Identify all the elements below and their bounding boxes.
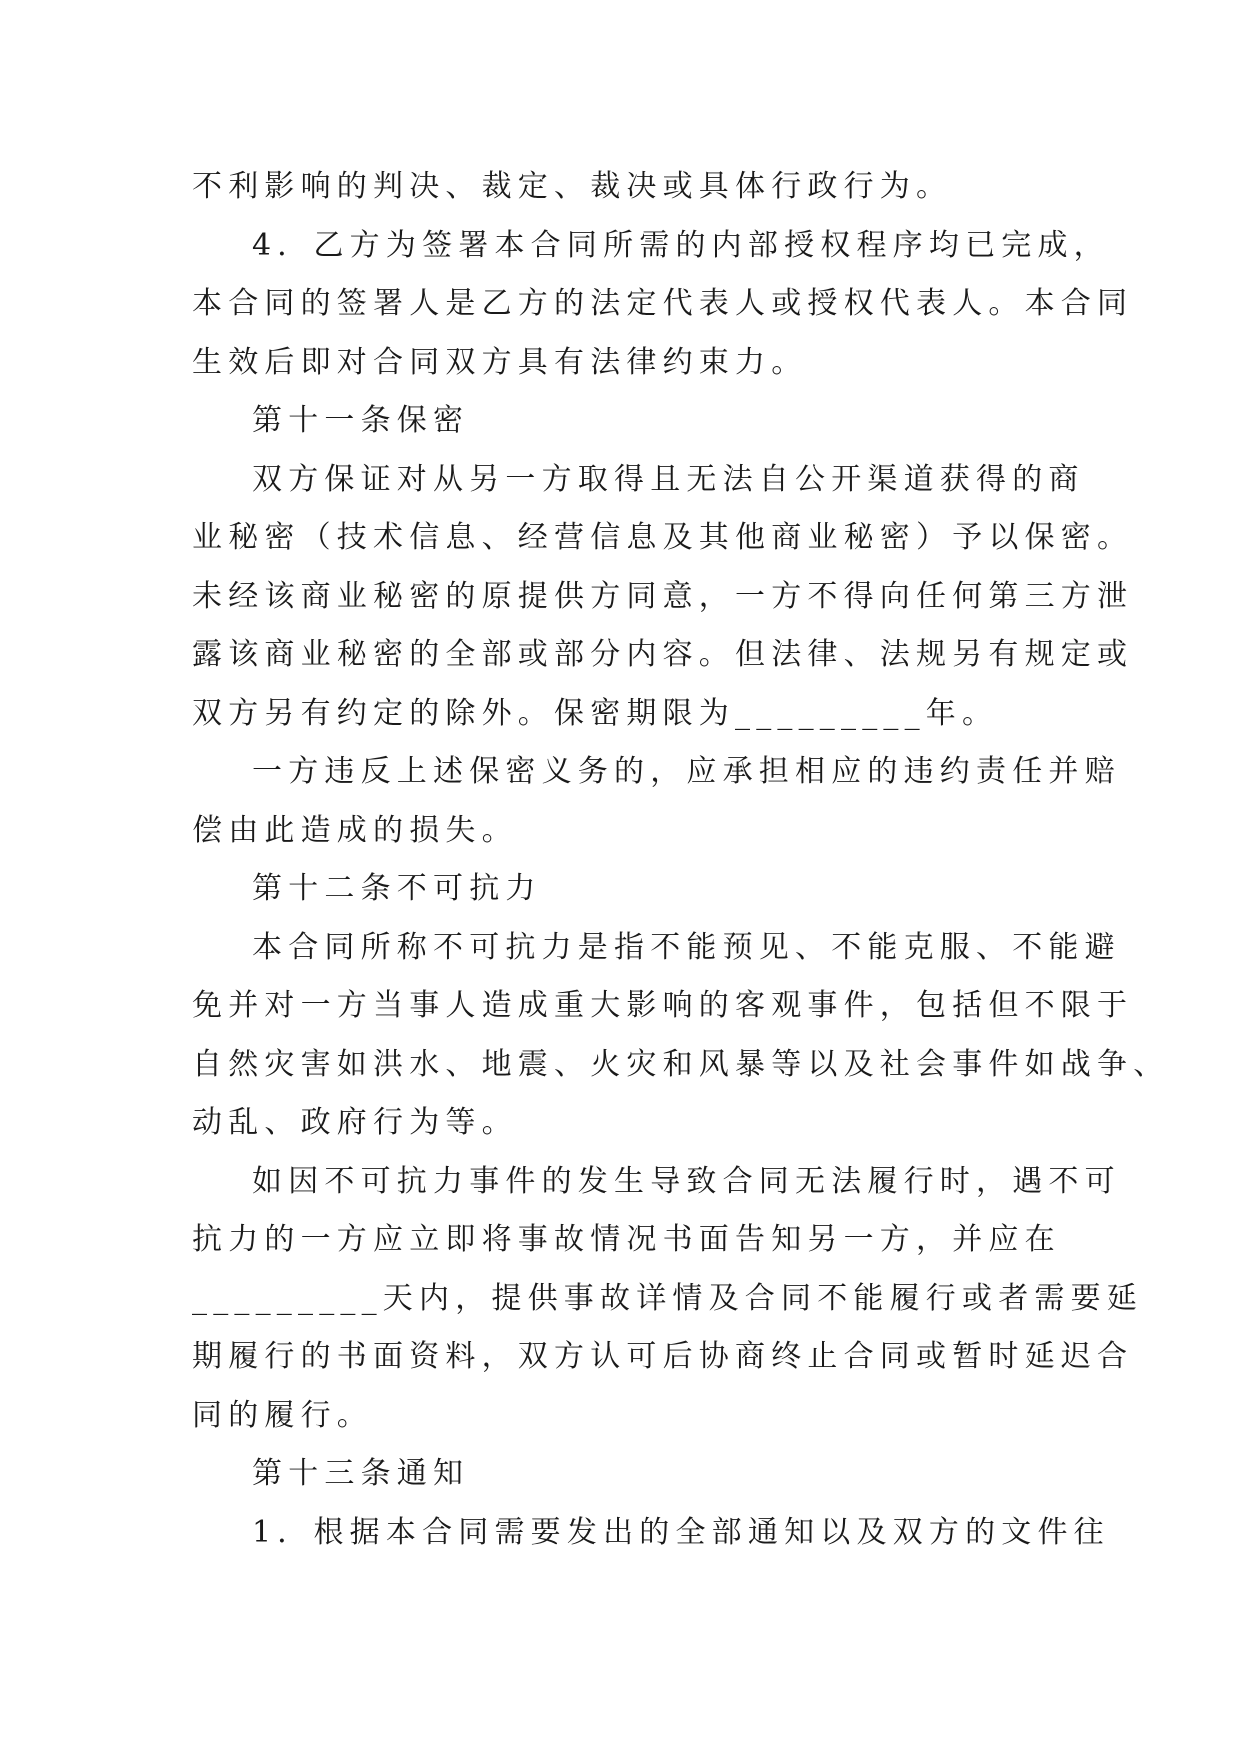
text-line: 双方保证对从另一方取得且无法自公开渠道获得的商 — [252, 461, 1085, 497]
text-line: 同的履行。 — [192, 1397, 373, 1433]
text-line: 本合同的签署人是乙方的法定代表人或授权代表人。本合同 — [192, 286, 1134, 321]
text-line-item-1: 1．根据本合同需要发出的全部通知以及双方的文件往 — [252, 1514, 1110, 1550]
text-line: 抗力的一方应立即将事故情况书面告知另一方，并应在 — [192, 1222, 1061, 1257]
text-line-item-4: 4．乙方为签署本合同所需的内部授权程序均已完成， — [252, 227, 1110, 263]
section-heading-confidentiality: 第十一条保密 — [252, 403, 470, 438]
text-line-confidentiality-period: 双方另有约定的除外。保密期限为_________年。 — [192, 695, 999, 731]
text-line-notice-days: _________天内，提供事故详情及合同不能履行或者需要延 — [192, 1280, 1143, 1316]
text-line: 业秘密（技术信息、经营信息及其他商业秘密）予以保密。 — [192, 520, 1134, 555]
section-heading-notice: 第十三条通知 — [252, 1456, 470, 1491]
section-heading-force-majeure: 第十二条不可抗力 — [252, 871, 542, 906]
text-line: 偿由此造成的损失。 — [192, 812, 518, 848]
text-line: 一方违反上述保密义务的，应承担相应的违约责任并赔 — [252, 754, 1121, 789]
text-line: 免并对一方当事人造成重大影响的客观事件，包括但不限于 — [192, 988, 1134, 1023]
text-line: 本合同所称不可抗力是指不能预见、不能克服、不能避 — [252, 929, 1121, 965]
text-line: 露该商业秘密的全部或部分内容。但法律、法规另有规定或 — [192, 637, 1134, 672]
text-line: 自然灾害如洪水、地震、火灾和风暴等以及社会事件如战争、 — [192, 1046, 1170, 1082]
text-line: 如因不可抗力事件的发生导致合同无法履行时，遇不可 — [252, 1163, 1121, 1199]
text-line: 不利影响的判决、裁定、裁决或具体行政行为。 — [192, 169, 953, 204]
contract-text — [192, 158, 1170, 1562]
text-line: 生效后即对合同双方具有法律约束力。 — [192, 344, 808, 380]
text-line: 期履行的书面资料，双方认可后协商终止合同或暂时延迟合 — [192, 1339, 1134, 1374]
text-line: 动乱、政府行为等。 — [192, 1105, 518, 1140]
text-line: 未经该商业秘密的原提供方同意，一方不得向任何第三方泄 — [192, 578, 1134, 614]
